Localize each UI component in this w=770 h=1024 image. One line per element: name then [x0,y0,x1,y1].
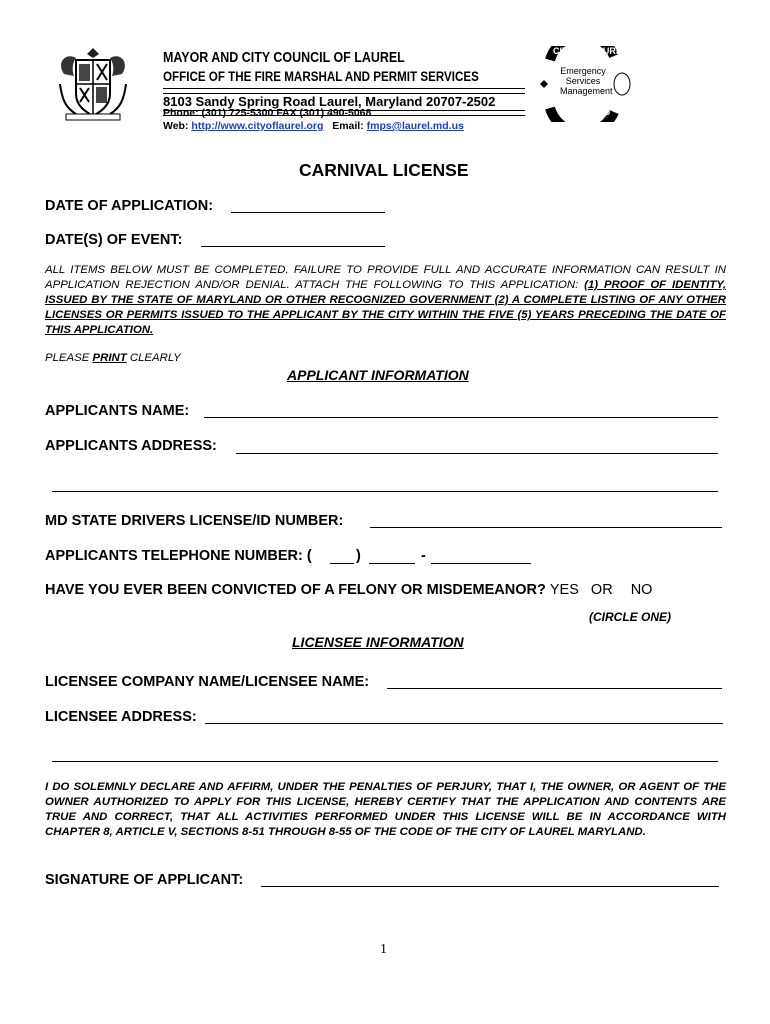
date-of-application-label: DATE OF APPLICATION: [45,198,214,214]
city-seal-logo [52,44,134,122]
please-post: CLEARLY [126,352,181,364]
instructions-plain: ALL ITEMS BELOW MUST BE COMPLETED. FAILURE TO PROVIDE FULL AND ACCURATE INFORMATION CAN RESULT IN APPLICATION REJECTION AND/OR DENIAL. ATTACH THE FOLLOWING TO THIS APPLICATION: [45,264,726,291]
applicant-address-field[interactable] [236,453,718,454]
instructions-paragraph [45,263,726,338]
option-yes[interactable]: YES [549,582,579,598]
applicant-section-heading: APPLICANT INFORMATION [287,367,469,383]
dates-of-event-field[interactable] [201,246,385,247]
signature-label: SIGNATURE OF APPLICANT: [45,872,244,888]
licensee-address-field-2[interactable] [52,761,718,762]
license-id-label: MD STATE DRIVERS LICENSE/ID NUMBER: [45,513,344,529]
dates-of-event-label: DATE(S) OF EVENT: [45,232,183,248]
web-link[interactable]: http://www.cityoflaurel.org [191,120,324,132]
licensee-address-label: LICENSEE ADDRESS: [45,709,197,725]
applicant-name-field[interactable] [204,417,718,418]
telephone-line-field[interactable] [431,563,531,564]
form-title: CARNIVAL LICENSE [299,160,469,180]
logo-line2: Services [565,76,601,86]
header-line1: MAYOR AND CITY COUNCIL OF LAUREL [163,50,405,66]
header-web-email [163,120,464,132]
telephone-prefix-field[interactable] [369,563,415,564]
instructions-bold: (1) PROOF OF IDENTITY, ISSUED BY THE STATE OF MARYLAND OR OTHER RECOGNIZED GOVERNMENT (2) A COMPLETE LISTING OF ANY OTHER LICENSES OR PERMITS ISSUED TO THE APPLICANT BY THE CITY WITHIN THE FIVE (5) YEARS PRECEDING THE DATE OF THIS APPLICATION. [45,279,727,336]
email-label: Email: [332,120,364,132]
applicant-address-label: APPLICANTS ADDRESS: [45,438,217,454]
licensee-name-field[interactable] [387,688,722,689]
option-or: OR [590,582,613,598]
option-no[interactable]: NO [630,582,653,598]
page-number: 1 [380,942,387,957]
telephone-close-paren: ) [356,548,361,564]
telephone-area-code-field[interactable] [330,563,354,564]
please-print-note [45,352,181,364]
license-id-field[interactable] [370,527,722,528]
licensee-name-label: LICENSEE COMPANY NAME/LICENSEE NAME: [45,674,370,690]
applicant-name-label: APPLICANTS NAME: [45,403,190,419]
logo-line3: Management [560,86,613,96]
logo-top-text: CITY OF LAUREL [553,46,628,56]
header-line2: OFFICE OF THE FIRE MARSHAL AND PERMIT SERVICES [163,69,479,84]
circle-one-note: (CIRCLE ONE) [589,610,671,624]
signature-field[interactable] [261,886,719,887]
licensee-section-heading: LICENSEE INFORMATION [292,634,464,650]
telephone-label: APPLICANTS TELEPHONE NUMBER: ( [45,548,312,564]
licensee-address-field[interactable] [205,723,723,724]
logo-center-text [560,66,613,96]
logo-bottom-text: MARYLAND [562,107,611,117]
applicant-address-field-2[interactable] [52,491,718,492]
felony-question [45,582,652,598]
logo-line1: Emergency [560,66,606,76]
web-label: Web: [163,120,189,132]
telephone-dash: - [421,548,426,564]
declaration-paragraph: I DO SOLEMNLY DECLARE AND AFFIRM, UNDER THE PENALTIES OF PERJURY, THAT I, THE OWNER, OR AGENT OF THE OWNER AUTHORIZED TO APPLY FOR THIS LICENSE, HEREBY CERTIFY THAT THE APPLICATION AND CONTENTS ARE TRUE AND CORRECT, THAT ALL ACTIVITIES PERFORMED UNDER THIS LICENSE WILL BE IN ACCORDANCE WITH CHAPTER 8, ARTICLE V, SECTIONS 8-51 THROUGH 8-55 OF THE CODE OF THE CITY OF LAUREL MARYLAND. [45,781,726,838]
email-link[interactable]: fmps@laurel.md.us [366,120,464,132]
please-pre: PLEASE [45,352,93,364]
felony-question-text: HAVE YOU EVER BEEN CONVICTED OF A FELONY OR MISDEMEANOR? [45,582,546,598]
please-print: PRINT [92,352,127,364]
header-phone: Phone: (301) 725-5300 FAX (301) 490-5068 [163,107,372,119]
date-of-application-field[interactable] [231,212,385,213]
header-address: 8103 Sandy Spring Road Laurel, Maryland 20707-2502 [163,94,496,109]
